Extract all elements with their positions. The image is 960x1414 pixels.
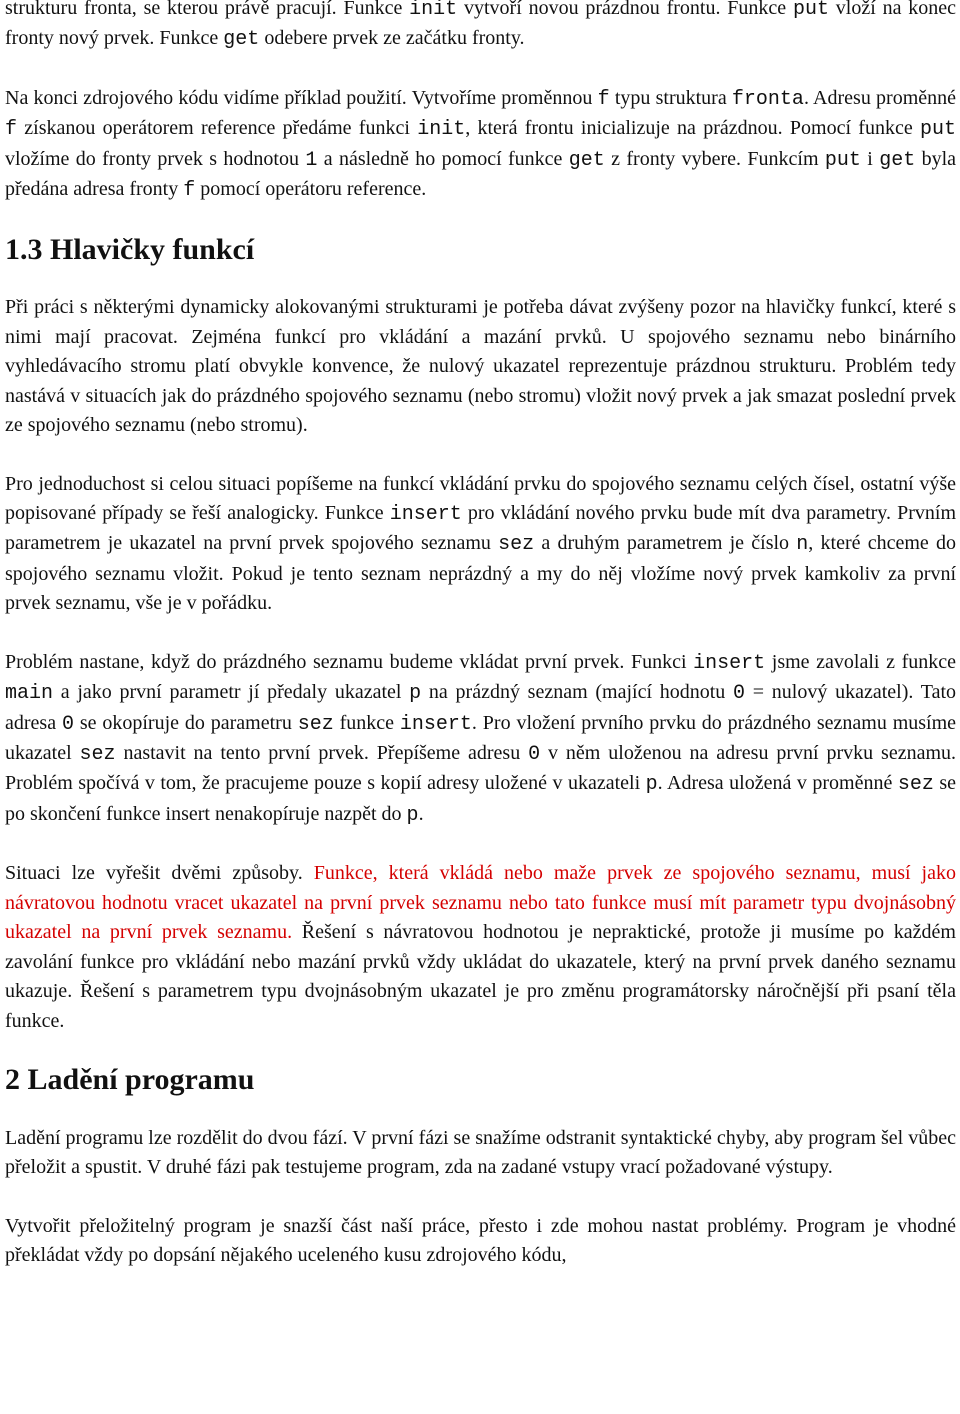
text-run: . Adresa uložená v proměnné (657, 772, 898, 795)
text-run: jsme zavolali z funkce (765, 650, 956, 673)
text-run: . Adresu proměnné (803, 87, 957, 109)
text-run: a druhým parametrem je číslo (534, 532, 797, 555)
text-run: vloží na konec fronty nový prvek. Funkce (5, 0, 956, 50)
inline-code: init (417, 118, 466, 142)
inline-code: insert (389, 503, 462, 527)
text-run: se okopíruje do parametru (73, 711, 298, 734)
inline-code: f (183, 179, 196, 203)
inline-code: f (597, 88, 610, 111)
section-heading-1-3: 1.3 Hlavičky funkcí (5, 232, 255, 266)
inline-code: main (5, 682, 54, 706)
paragraph-fronta-functions (5, 0, 956, 55)
text-run: strukturu fronta, se kterou právě pracují. Funkce (5, 0, 410, 19)
inline-code: put (920, 118, 957, 142)
paragraph-solutions (5, 859, 956, 1035)
text-run: a následně ho pomocí funkce (317, 147, 569, 170)
text-run: z fronty vybere. Funkcím (604, 147, 825, 170)
paragraph-compilable-program (5, 1212, 956, 1271)
text-run: byla předána adresa fronty (5, 147, 956, 201)
text-run: v něm uloženou na adresu první prvku seznamu. Problém spočívá v tom, že pracujeme pouze s kopií adresy uložené v ukazateli (5, 742, 957, 795)
text-run: vložíme do fronty prvek s hodnotou (5, 147, 306, 170)
inline-code: sez (79, 743, 116, 767)
inline-code: put (824, 148, 861, 172)
paragraph-usage-example (5, 84, 956, 206)
inline-code: sez (897, 773, 934, 797)
inline-code: n (796, 533, 809, 557)
inline-code: p (409, 682, 422, 706)
inline-code: put (792, 0, 829, 21)
text-run: pomocí operátoru reference. (195, 178, 427, 201)
text-run: odebere prvek ze začátku fronty. (259, 27, 525, 50)
text-run: , které chceme do spojového seznamu vložit. Pokud je tento seznam neprázdný a my do něj vložíme nový prvek kamkoliv za první prvek seznamu, vše je v pořádku. (5, 532, 956, 615)
inline-code: get (223, 28, 260, 52)
text-run: funkce (333, 711, 400, 734)
paragraph-insert-function (5, 470, 956, 619)
inline-code: 0 (733, 682, 746, 706)
text-run: a jako první parametr jí předaly ukazatel (53, 681, 410, 704)
inline-code: init (409, 0, 458, 21)
text-run: , která frontu inicializuje na prázdnou. Pomocí funkce (465, 117, 920, 140)
inline-code: get (568, 148, 605, 172)
text-run: Ladění programu lze rozdělit do dvou fází. V první fázi se snažíme odstranit syntaktické chyby, aby program šel vůbec přeložit a spustit. V druhé fázi pak testujeme program, zda na zadané vstupy vrací požadované výstupy. (5, 1126, 956, 1179)
inline-code: sez (297, 712, 334, 736)
inline-code: 0 (61, 712, 74, 736)
paragraph-function-headers (5, 293, 956, 440)
text-run: Problém nastane, když do prázdného seznamu budeme vkládat první prvek. Funkci (5, 650, 694, 673)
text-run: Na konci zdrojového kódu vidíme příklad použití. Vytvoříme proměnnou (5, 87, 598, 109)
text-run: vytvoří novou prázdnou frontu. Funkce (457, 0, 793, 19)
inline-code: insert (693, 651, 766, 675)
inline-code: fronta (731, 88, 804, 111)
paragraph-debugging-phases (5, 1124, 956, 1183)
text-run: Vytvořit přeložitelný program je snazší část naší práce, přesto i zde mohou nastat problémy. Program je vhodné překládat vždy po dopsání nějakého uceleného kusu zdrojového kódu, (5, 1214, 956, 1267)
highlighted-text: Funkce, která vkládá nebo maže prvek ze spojového seznamu, musí jako návratovou hodnotu vracet ukazatel na první prvek seznamu nebo tato funkce musí mít parametr typu dvojnásobný ukazatel na první prvek seznamu. (5, 862, 956, 944)
paragraph-empty-list-problem (5, 648, 956, 830)
text-run: se po skončení funkce insert nenakopíruje nazpět do (5, 772, 956, 825)
text-run: Řešení s návratovou hodnotou je nepraktické, protože ji musíme po každém zavolání funkce pro vkládání nebo mazání prvků vždy ukládat do ukazatele, který na první prvek daného seznamu ukazuje. Řešení s parametrem typu dvojnásobným ukazatel je pro změnu programátorsky náročnější při psaní těla funkce. (5, 921, 956, 1032)
inline-code: insert (399, 712, 472, 736)
inline-code: p (645, 773, 658, 797)
inline-code: get (879, 148, 916, 172)
text-run: Situaci lze vyřešit dvěmi způsoby. (5, 862, 314, 885)
text-run: získanou operátorem reference předáme funkci (17, 117, 418, 140)
inline-code: f (5, 118, 18, 142)
text-run: pro vkládání nového prvku bude mít dva parametry. Prvním parametrem je ukazatel na první prvek spojového seznamu (5, 502, 957, 555)
text-run: i (860, 147, 880, 170)
text-run: . (418, 802, 424, 825)
text-run: nastavit na tento první prvek. Přepíšeme adresu (115, 742, 529, 765)
section-heading-2: 2 Ladění programu (5, 1063, 255, 1097)
inline-code: p (406, 803, 419, 827)
text-run: na prázdný seznam (mající hodnotu (421, 681, 734, 704)
text-run: Pro jednoduchost si celou situaci popíšeme na funkcí vkládání prvku do spojového seznamu celých čísel, ostatní výše popisované případy se řeší analogicky. Funkce (5, 472, 956, 525)
text-run: typu struktura (609, 87, 732, 109)
inline-code: sez (498, 533, 535, 557)
inline-code: 0 (528, 743, 541, 767)
text-run: Při práci s některými dynamicky alokovanými strukturami je potřeba dávat zvýšeny pozor na hlavičky funkcí, které s nimi mají pracovat. Zejména funkcí pro vkládání a mazání prvků. U spojového seznamu nebo binárního vyhledávacího stromu platí obvykle konvence, že nulový ukazatel reprezentuje prázdnou strukturu. Problém tedy nastává v situacích jak do prázdného spojového seznamu (nebo stromu) vložit nový prvek a jak smazat poslední prvek ze spojového seznamu (nebo stromu). (5, 296, 956, 437)
text-run: = nulový ukazatel). Tato adresa (5, 681, 956, 734)
inline-code: 1 (305, 148, 318, 172)
text-run: . Pro vložení prvního prvku do prázdného seznamu musíme ukazatel (5, 711, 957, 765)
